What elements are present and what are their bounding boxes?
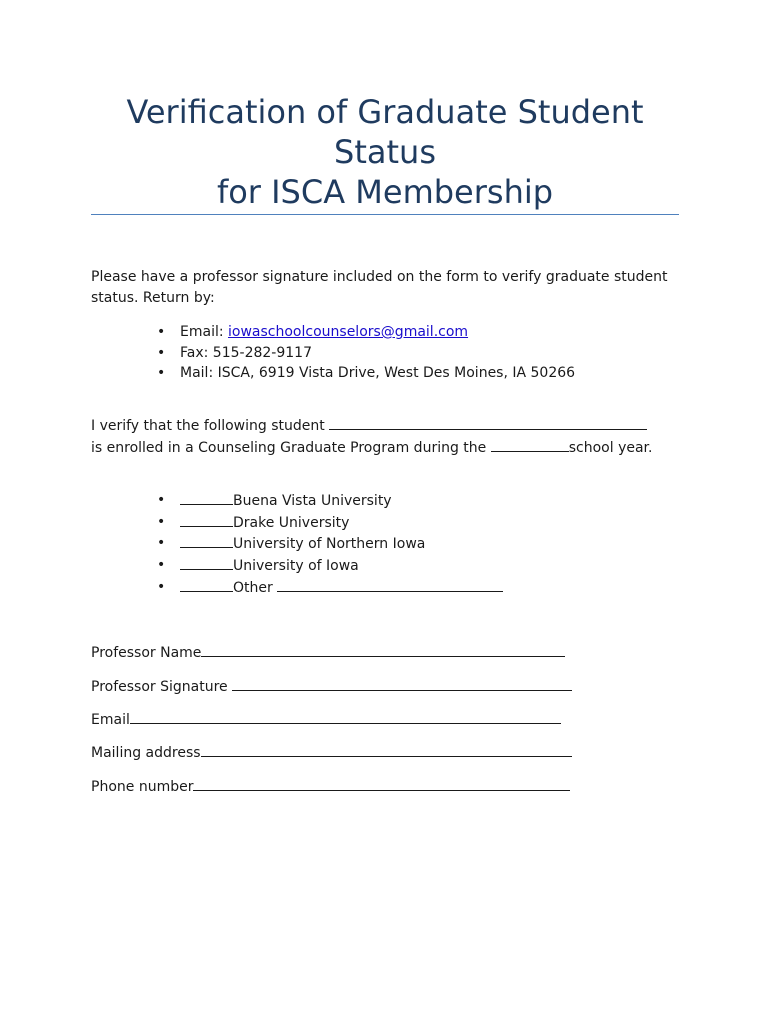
list-item-mail [150,363,575,384]
list-item [150,533,503,555]
professor-name-row [91,641,565,663]
phone-number-row [91,775,570,797]
list-item-fax [150,343,575,364]
title-line-2: Status [334,133,436,171]
return-methods-list [150,322,575,384]
school-label: Drake University [233,514,350,531]
fax-text: Fax: 515-282-9117 [180,344,312,361]
bullet-icon: • [157,535,166,552]
list-item [150,490,503,512]
school-check-blank[interactable] [180,533,233,548]
email-field[interactable] [130,708,561,724]
bullet-icon: • [157,513,166,530]
mailing-address-row [91,741,572,763]
bullet-icon: • [157,557,166,574]
bullet-icon: • [157,344,166,361]
mailing-address-label: Mailing address [91,745,201,761]
verify-paragraph [91,415,681,459]
list-item [150,577,503,599]
page-title [91,92,679,212]
mail-text: Mail: ISCA, 6919 Vista Drive, West Des Moines, IA 50266 [180,365,576,382]
professor-signature-row [91,675,572,697]
bullet-icon: • [157,492,166,508]
school-options-list [150,490,503,599]
list-item [150,555,503,577]
other-school-blank[interactable] [277,577,503,592]
school-label: University of Iowa [233,558,359,575]
intro-paragraph: Please have a professor signature included on the form to verify graduate student status. Return by: [91,269,668,306]
title-line-1: Verification of Graduate Student [126,93,644,131]
email-row [91,708,561,730]
phone-number-label: Phone number [91,779,194,795]
professor-name-field[interactable] [201,641,565,657]
email-field-label: Email [91,712,130,728]
school-check-blank[interactable] [180,512,233,527]
professor-name-label: Professor Name [91,645,202,661]
list-item [150,512,503,534]
title-line-3: for ISCA Membership [216,173,554,211]
school-year-blank[interactable] [491,437,569,452]
email-label: Email: [180,324,229,340]
title-divider [91,214,679,215]
school-check-blank[interactable] [180,490,233,505]
bullet-icon: • [157,365,166,382]
bullet-icon: • [157,578,166,595]
verify-text-3: school year. [568,440,653,456]
email-link[interactable]: iowaschoolcounselors@gmail.com [228,324,469,340]
verify-text-2: is enrolled in a Counseling Graduate Program during the [91,440,491,456]
phone-number-field[interactable] [193,775,570,791]
mailing-address-field[interactable] [201,741,572,757]
school-label: University of Northern Iowa [233,536,426,553]
professor-signature-label: Professor Signature [91,679,233,695]
school-label: Other [233,579,278,596]
bullet-icon: • [157,324,166,340]
professor-signature-field[interactable] [232,675,572,691]
verify-text-1: I verify that the following student [91,418,330,434]
school-check-blank[interactable] [180,555,233,570]
student-name-blank[interactable] [329,415,647,430]
school-label: Buena Vista University [233,493,392,509]
school-check-blank[interactable] [180,577,233,592]
list-item-email [150,322,575,343]
